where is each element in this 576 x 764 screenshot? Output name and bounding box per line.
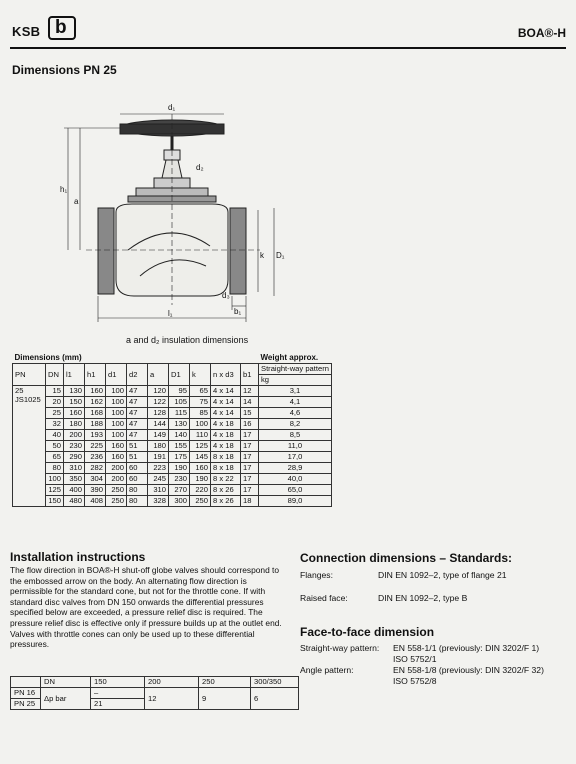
- face-to-face-title: Face-to-face dimension: [300, 625, 435, 639]
- page-title: Dimensions PN 25: [12, 63, 117, 77]
- page-header: [10, 14, 566, 44]
- raised-face-value: DIN EN 1092–2, type B: [378, 593, 468, 603]
- straight-way-value-1: EN 558-1/1 (previously: DIN 3202/F 1): [393, 643, 540, 653]
- weight-header: Weight approx.: [259, 352, 332, 363]
- label-a: a: [74, 197, 79, 206]
- differential-pressure-table: DN 150 200 250 300/350 PN 16 Δp bar – 12 9 6 PN 25 21: [10, 676, 299, 710]
- table-row: 65 290 236 160 51 191 175 145 8 x 18 17 17,0: [13, 451, 332, 462]
- table-row: 80 310 282 200 60 223 190 160 8 x 18 17 28,9: [13, 462, 332, 473]
- weight-unit: kg: [259, 374, 332, 385]
- col-nxd3: n x d3: [211, 363, 241, 385]
- drawing-caption: a and d₂ insulation dimensions: [126, 335, 249, 345]
- label-b1: b₁: [234, 307, 242, 316]
- header-divider: [10, 47, 566, 49]
- straight-way-label: Straight-way pattern:: [300, 643, 380, 653]
- angle-value-2: ISO 5752/8: [393, 676, 437, 686]
- weight-subheader: Straight-way pattern: [259, 363, 332, 374]
- label-d3: d₃: [222, 291, 230, 300]
- product-name: BOA®-H: [517, 26, 566, 40]
- flanges-label: Flanges:: [300, 570, 333, 580]
- col-l1: l1: [64, 363, 85, 385]
- col-dn: DN: [46, 363, 64, 385]
- valve-drawing: [50, 100, 290, 326]
- table-row: 40 200 193 100 47 149 140 110 4 x 18 17 8,5: [13, 429, 332, 440]
- dimensions-table: [12, 352, 332, 507]
- table-row: 25 160 168 100 47 128 115 85 4 x 14 15 4,6: [13, 407, 332, 418]
- col-h1: h1: [85, 363, 106, 385]
- installation-text: The flow direction in BOA®-H shut-off globe valves should correspond to the embossed arrow on the body. An alternating flow direction is permissible for the standard cone, but not for the throttle cone. If with standard disc valves from DN 150 onwards the differential pressures specified below are exceeded, a pressure relief disc is required. The pressure relief disc is effective only if pressure builds up at the outlet end. Valves with throttle cones can only be used up to these differential pressures.: [10, 565, 282, 650]
- angle-label: Angle pattern:: [300, 665, 354, 675]
- ksb-logo-text: KSB: [12, 24, 41, 39]
- table-row: PN 25 21: [11, 699, 299, 710]
- col-D1: D1: [169, 363, 190, 385]
- raised-face-label: Raised face:: [300, 593, 348, 603]
- installation-title: Installation instructions: [10, 550, 146, 564]
- flanges-value: DIN EN 1092–2, type of flange 21: [378, 570, 507, 580]
- table-row: 125 400 390 250 80 310 270 220 8 x 26 17 65,0: [13, 484, 332, 495]
- col-k: k: [190, 363, 211, 385]
- table-row: 25 JS1025 15 130 160 100 47 120 95 65 4 x 14 12 3,1: [13, 385, 332, 396]
- table-row: 20 150 162 100 47 122 105 75 4 x 14 14 4,1: [13, 396, 332, 407]
- label-d1: d₁: [168, 103, 176, 112]
- label-d2: d₂: [196, 163, 204, 172]
- table-row: PN 16 Δp bar – 12 9 6: [11, 688, 299, 699]
- col-d1: d1: [106, 363, 127, 385]
- label-D1: D₁: [276, 251, 285, 260]
- table-row: 32 180 188 100 47 144 130 100 4 x 18 16 8,2: [13, 418, 332, 429]
- col-a: a: [148, 363, 169, 385]
- col-b1: b1: [241, 363, 259, 385]
- col-d2: d2: [127, 363, 148, 385]
- angle-value-1: EN 558-1/8 (previously: DIN 3202/F 32): [393, 665, 544, 675]
- connection-title: Connection dimensions – Standards:: [300, 551, 513, 565]
- table-row: 100 350 304 200 60 245 230 190 8 x 22 17 40,0: [13, 473, 332, 484]
- col-pn: PN: [13, 363, 46, 385]
- table-row: 150 480 408 250 80 328 300 250 8 x 26 18 89,0: [13, 495, 332, 506]
- label-l1: l₁: [168, 309, 173, 318]
- straight-way-value-2: ISO 5752/1: [393, 654, 437, 664]
- table-row: 50 230 225 160 51 180 155 125 4 x 18 17 11,0: [13, 440, 332, 451]
- dimensions-header: Dimensions (mm): [13, 352, 259, 363]
- label-k: k: [260, 251, 264, 260]
- pn-cell: 25 JS1025: [13, 385, 46, 506]
- ksb-logo-icon: b: [48, 16, 76, 40]
- label-h1: h₁: [60, 185, 68, 194]
